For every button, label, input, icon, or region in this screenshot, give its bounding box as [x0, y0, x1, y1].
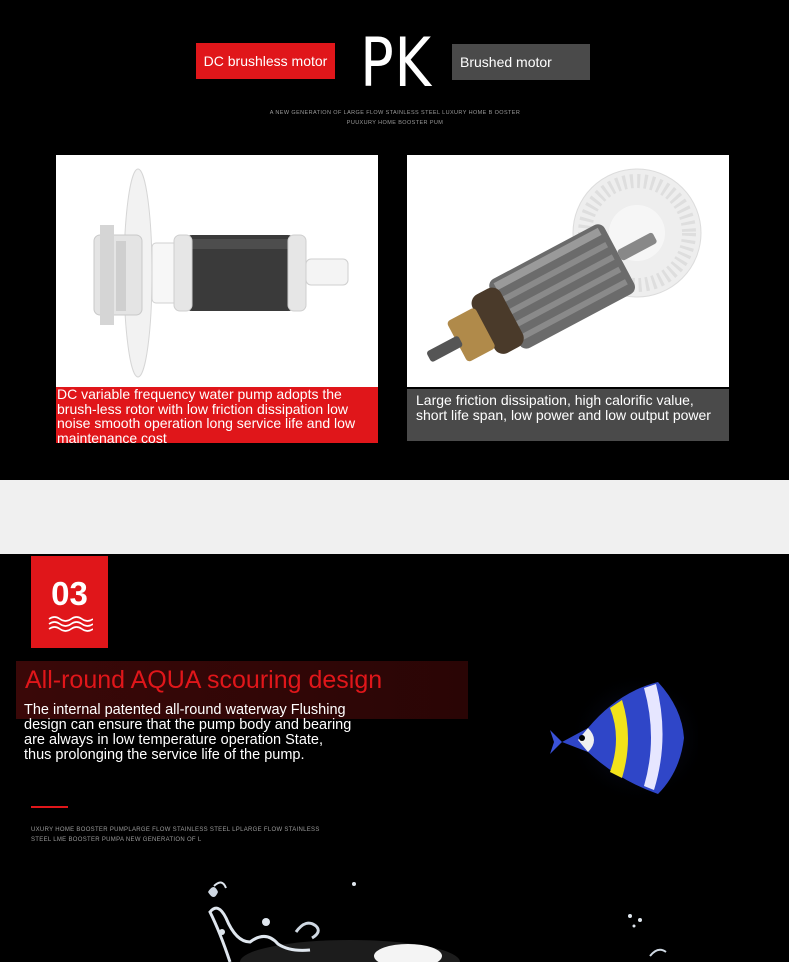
fish-illustration [548, 668, 698, 808]
brushed-rotor-image [407, 155, 729, 387]
brushed-motor-tag: Brushed motor [452, 44, 590, 80]
water-drops-decoration [620, 910, 680, 962]
brushed-caption: Large friction dissipation, high calorific value, short life span, low power and low output power [407, 389, 729, 441]
feature-description: The internal patented all-round waterway Flushing design can ensure that the pump body and bearing are always in low temperature operation State, thus prolonging the service life of the pump. [24, 702, 352, 763]
feature-title: All-round AQUA scouring design [25, 666, 383, 694]
feature-subtitle: UXURY HOME BOOSTER PUMPLARGE FLOW STAINLESS STEEL LPLARGE FLOW STAINLESS STEEL LME BOOSTER PUMPA NEW GENERATION OF L [31, 827, 320, 843]
brushless-rotor-image [56, 155, 378, 387]
wave-icon [47, 614, 93, 632]
pk-label: PK [360, 24, 432, 103]
accent-line [31, 806, 68, 808]
brushless-caption: DC variable frequency water pump adopts the brush-less rotor with low friction dissipation low noise smooth operation long service life and low maintenance cost [56, 387, 378, 443]
dc-brushless-tag: DC brushless motor [196, 43, 335, 79]
comparison-subtitle: A NEW GENERATION OF LARGE FLOW STAINLESS STEEL LUXURY HOME B OOSTER PUUXURY HOME BOOSTER PUM [269, 110, 521, 126]
water-splash-illustration [170, 872, 470, 962]
feature-number: 03 [51, 575, 88, 612]
divider-strip [0, 480, 789, 554]
